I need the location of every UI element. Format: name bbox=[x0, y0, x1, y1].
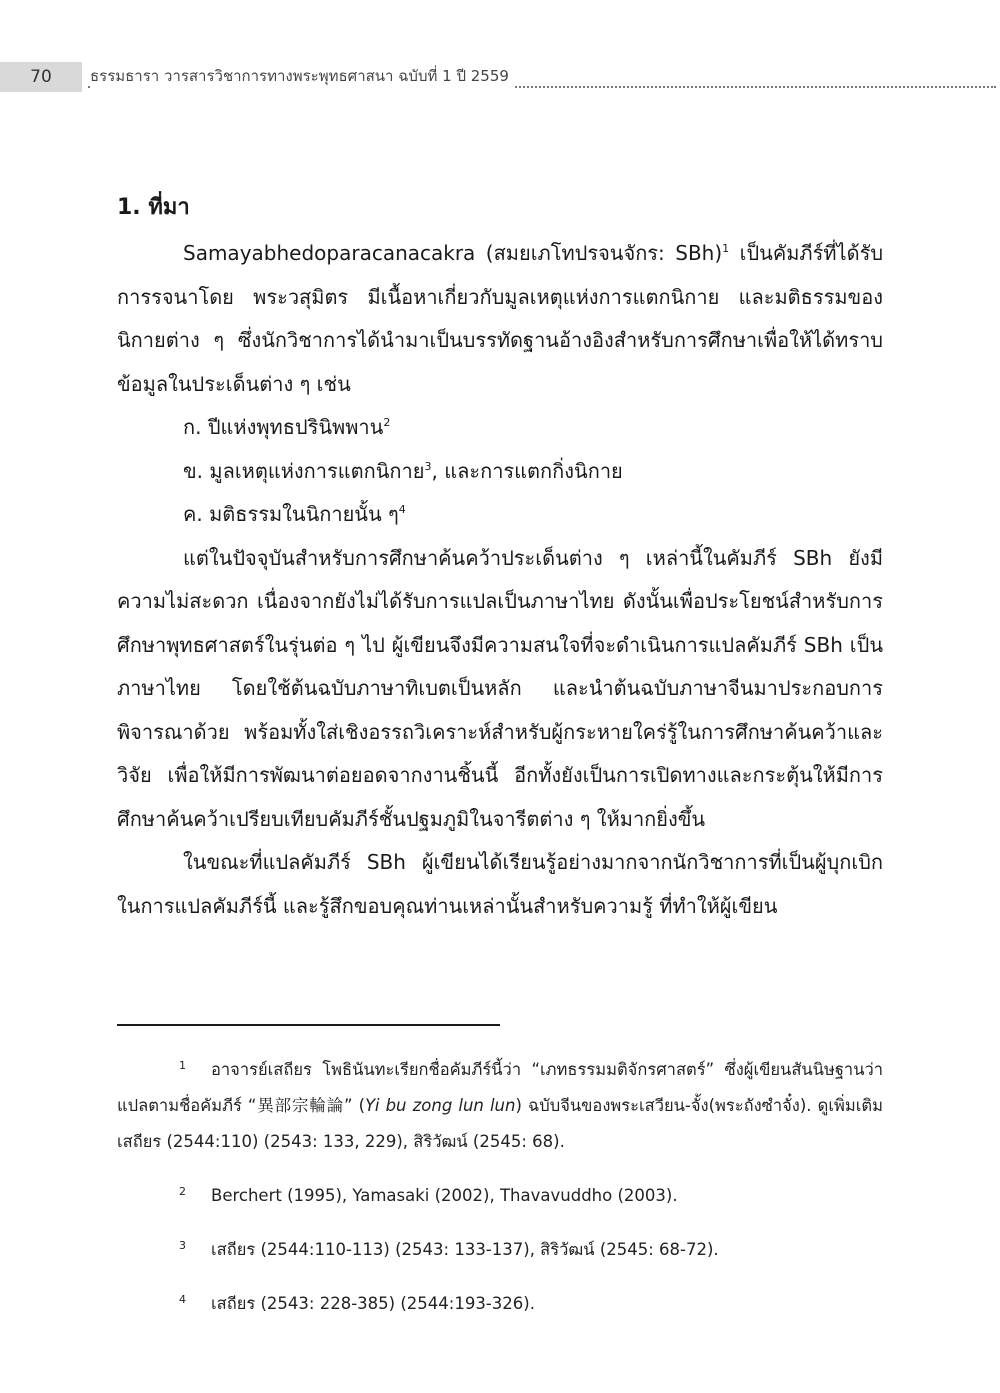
footnote-mark: 4 bbox=[179, 1293, 186, 1306]
running-head: ธรรมธารา วารสารวิชาการทางพระพุทธศาสนา ฉบับที่ 1 ปี 2559 bbox=[90, 64, 515, 88]
footnote-italic-title: Yi bu zong lun lun bbox=[365, 1096, 516, 1115]
paragraph-3-text: ในขณะที่แปลคัมภีร์ SBh ผู้เขียนได้เรียนรู้อย่างมากจากนักวิชาการที่เป็นผู้บุกเบิกในการแปลคัมภีร์นี้ และรู้สึกขอบคุณท่านเหล่านั้นสำหรับความรู้ ที่ทำให้ผู้เขียน bbox=[117, 850, 883, 918]
footnote-ref-2[interactable]: 2 bbox=[383, 416, 391, 429]
paragraph-1-rest: เป็นคัมภีร์ที่ได้รับการรจนาโดย พระวสุมิตร มีเนื้อหาเกี่ยวกับมูลเหตุแห่งการแตกนิกาย และมติธรรมของนิกายต่าง ๆ ซึ่งนักวิชาการได้นำมาเป็นบรรทัดฐานอ้างอิงสำหรับการศึกษาเพื่อให้ได้ทราบข้อมูลในประเด็นต่าง ๆ เช่น bbox=[117, 241, 884, 396]
paragraph-1-start: Samayabhedoparacanacakra (สมยเภโทปรจนจักร: SBh) bbox=[183, 241, 723, 265]
paragraph-2 bbox=[117, 537, 883, 842]
footnote-ref-4[interactable]: 4 bbox=[398, 503, 406, 516]
paragraph-2-text: แต่ในปัจจุบันสำหรับการศึกษาค้นคว้าประเด็นต่าง ๆ เหล่านี้ในคัมภีร์ SBh ยังมีความไม่สะดวก เนื่องจากยังไม่ได้รับการแปลเป็นภาษาไทย ดังนั้นเพื่อประโยชน์สำหรับการศึกษาพุทธศาสตร์ในรุ่นต่อ ๆ ไป ผู้เขียนจึงมีความสนใจที่จะดำเนินการแปลคัมภีร์ SBh เป็นภาษาไทย โดยใช้ต้นฉบับภาษาทิเบตเป็นหลัก และนำต้นฉบับภาษาจีนมาประกอบการพิจารณาด้วย พร้อมทั้งใส่เชิงอรรถวิเคราะห์สำหรับผู้กระหายใคร่รู้ในการศึกษาค้นคว้าและวิจัย เพื่อให้มีการพัฒนาต่อยอดจากงานชิ้นนี้ อีกทั้งยังเป็นการเปิดทางและกระตุ้นให้มีการศึกษาค้นคว้าเปรียบเทียบคัมภีร์ชั้นปฐมภูมิในจารีตต่าง ๆ ให้มากยิ่งขึ้น bbox=[117, 545, 883, 831]
list-item-after: , และการแตกกิ่งนิกาย bbox=[431, 458, 623, 483]
footnote-ref-1[interactable]: 1 bbox=[722, 242, 730, 255]
footnote-text-rest: ) ฉบับจีนของพระเสวียน-จั้ง(พระถังซำจั๋ง). ดูเพิ่มเติม เสถียร (2544:110) (2543: 133, 229), สิริวัฒน์ (2545: 68). bbox=[117, 1096, 883, 1151]
footnote-text: Berchert (1995), Yamasaki (2002), Thavavuddho (2003). bbox=[211, 1186, 678, 1205]
footnote-3 bbox=[117, 1228, 883, 1268]
section-title: 1. ที่มา bbox=[117, 195, 190, 220]
footnotes bbox=[117, 1048, 883, 1336]
main-content bbox=[117, 188, 883, 928]
footnote-mark: 2 bbox=[179, 1185, 186, 1198]
footnote-ref-3[interactable]: 3 bbox=[424, 459, 432, 473]
list-item-text: ก. ปีแห่งพุทธปรินิพพาน bbox=[183, 415, 384, 439]
footnote-divider bbox=[117, 1024, 500, 1026]
page-header bbox=[0, 62, 1000, 92]
footnote-mark: 1 bbox=[179, 1059, 186, 1072]
list-item-1 bbox=[117, 406, 883, 450]
paragraph-3 bbox=[117, 841, 883, 928]
footnote-4 bbox=[117, 1282, 883, 1322]
footnote-2 bbox=[117, 1174, 883, 1214]
footnote-text: เสถียร (2544:110-113) (2543: 133-137), สิริวัฒน์ (2545: 68-72). bbox=[211, 1240, 719, 1259]
list-item-text: ข. มูลเหตุแห่งการแตกนิกาย bbox=[183, 458, 425, 483]
footnote-text: อาจารย์เสถียร โพธินันทะเรียกชื่อคัมภีร์นี้ว่า “เภทธรรมมติจักรศาสตร์” ซึ่งผู้เขียนสันนิษฐานว่า แปลตามชื่อคัมภีร์ “異部宗輪論” ( bbox=[117, 1060, 883, 1115]
page-number: 70 bbox=[0, 62, 82, 92]
paragraph-1 bbox=[117, 232, 883, 406]
list-item-text: ค. มติธรรมในนิกายนั้น ๆ bbox=[183, 502, 399, 526]
list-item-2 bbox=[117, 450, 883, 494]
footnote-mark: 3 bbox=[179, 1239, 186, 1252]
footnote-1 bbox=[117, 1048, 883, 1160]
list-item-3 bbox=[117, 493, 883, 537]
footnote-text: เสถียร (2543: 228-385) (2544:193-326). bbox=[211, 1294, 535, 1313]
